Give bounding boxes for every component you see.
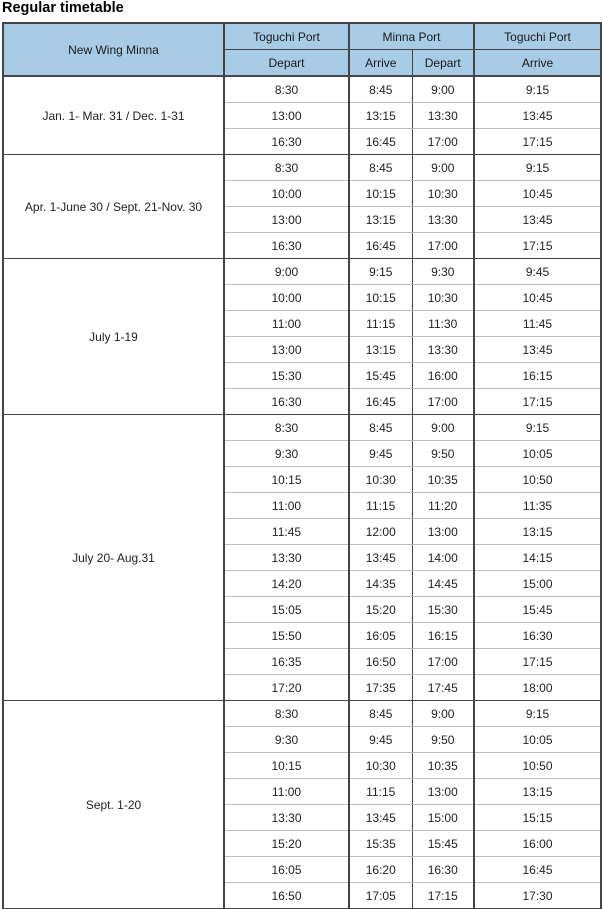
toguchi-arrive-cell: 13:45 bbox=[474, 337, 601, 363]
toguchi-depart-cell: 10:15 bbox=[224, 467, 349, 493]
minna-depart-cell: 17:45 bbox=[412, 675, 474, 701]
toguchi-depart-cell: 10:00 bbox=[224, 285, 349, 311]
minna-arrive-cell: 11:15 bbox=[349, 311, 412, 337]
toguchi-depart-cell: 8:30 bbox=[224, 701, 349, 727]
minna-arrive-cell: 16:45 bbox=[349, 389, 412, 415]
toguchi-depart-cell: 8:30 bbox=[224, 415, 349, 441]
minna-depart-cell: 10:35 bbox=[412, 467, 474, 493]
minna-depart-cell: 17:15 bbox=[412, 883, 474, 909]
toguchi-port-return-header: Toguchi Port bbox=[474, 23, 601, 50]
toguchi-depart-cell: 15:30 bbox=[224, 363, 349, 389]
toguchi-depart-cell: 14:20 bbox=[224, 571, 349, 597]
minna-arrive-cell: 8:45 bbox=[349, 155, 412, 181]
minna-depart-cell: 16:00 bbox=[412, 363, 474, 389]
minna-depart-cell: 11:30 bbox=[412, 311, 474, 337]
depart-minna-header: Depart bbox=[412, 50, 474, 77]
minna-arrive-cell: 9:45 bbox=[349, 727, 412, 753]
toguchi-depart-cell: 13:30 bbox=[224, 545, 349, 571]
minna-arrive-cell: 13:15 bbox=[349, 337, 412, 363]
minna-depart-cell: 9:00 bbox=[412, 155, 474, 181]
minna-depart-cell: 9:30 bbox=[412, 259, 474, 285]
toguchi-depart-cell: 13:00 bbox=[224, 337, 349, 363]
minna-arrive-cell: 13:15 bbox=[349, 103, 412, 129]
timetable-header bbox=[3, 23, 601, 76]
minna-depart-cell: 15:00 bbox=[412, 805, 474, 831]
depart-header: Depart bbox=[224, 50, 349, 77]
toguchi-depart-cell: 16:30 bbox=[224, 389, 349, 415]
page-title: Regular timetable bbox=[2, 0, 124, 16]
minna-depart-cell: 15:30 bbox=[412, 597, 474, 623]
period-label: Jan. 1- Mar. 31 / Dec. 1-31 bbox=[3, 76, 224, 155]
table-row bbox=[3, 76, 601, 103]
minna-arrive-cell: 17:05 bbox=[349, 883, 412, 909]
minna-arrive-cell: 13:45 bbox=[349, 805, 412, 831]
minna-depart-cell: 10:30 bbox=[412, 181, 474, 207]
toguchi-depart-cell: 16:35 bbox=[224, 649, 349, 675]
toguchi-depart-cell: 16:05 bbox=[224, 857, 349, 883]
minna-depart-cell: 11:20 bbox=[412, 493, 474, 519]
toguchi-arrive-cell: 9:45 bbox=[474, 259, 601, 285]
toguchi-arrive-cell: 16:00 bbox=[474, 831, 601, 857]
toguchi-depart-cell: 9:00 bbox=[224, 259, 349, 285]
minna-arrive-cell: 11:15 bbox=[349, 779, 412, 805]
toguchi-depart-cell: 13:00 bbox=[224, 207, 349, 233]
minna-depart-cell: 13:00 bbox=[412, 519, 474, 545]
toguchi-port-header: Toguchi Port bbox=[224, 23, 349, 50]
table-row bbox=[3, 701, 601, 727]
toguchi-depart-cell: 9:30 bbox=[224, 441, 349, 467]
minna-arrive-cell: 16:45 bbox=[349, 233, 412, 259]
toguchi-arrive-cell: 15:45 bbox=[474, 597, 601, 623]
toguchi-depart-cell: 17:20 bbox=[224, 675, 349, 701]
toguchi-arrive-cell: 13:45 bbox=[474, 103, 601, 129]
minna-depart-cell: 10:35 bbox=[412, 753, 474, 779]
minna-depart-cell: 16:30 bbox=[412, 857, 474, 883]
minna-depart-cell: 13:30 bbox=[412, 337, 474, 363]
toguchi-arrive-cell: 15:00 bbox=[474, 571, 601, 597]
minna-arrive-cell: 16:20 bbox=[349, 857, 412, 883]
minna-arrive-cell: 14:35 bbox=[349, 571, 412, 597]
minna-arrive-cell: 10:15 bbox=[349, 285, 412, 311]
toguchi-arrive-cell: 14:15 bbox=[474, 545, 601, 571]
minna-depart-cell: 14:45 bbox=[412, 571, 474, 597]
minna-arrive-cell: 8:45 bbox=[349, 76, 412, 103]
toguchi-arrive-cell: 17:15 bbox=[474, 649, 601, 675]
minna-depart-cell: 9:00 bbox=[412, 76, 474, 103]
toguchi-arrive-cell: 11:35 bbox=[474, 493, 601, 519]
minna-port-header: Minna Port bbox=[349, 23, 474, 50]
table-row bbox=[3, 259, 601, 285]
minna-depart-cell: 9:00 bbox=[412, 415, 474, 441]
toguchi-depart-cell: 10:00 bbox=[224, 181, 349, 207]
minna-arrive-cell: 8:45 bbox=[349, 415, 412, 441]
toguchi-depart-cell: 9:30 bbox=[224, 727, 349, 753]
minna-arrive-cell: 13:15 bbox=[349, 207, 412, 233]
toguchi-arrive-cell: 10:45 bbox=[474, 285, 601, 311]
toguchi-depart-cell: 11:00 bbox=[224, 779, 349, 805]
minna-depart-cell: 9:00 bbox=[412, 701, 474, 727]
minna-depart-cell: 13:30 bbox=[412, 207, 474, 233]
minna-arrive-cell: 17:35 bbox=[349, 675, 412, 701]
minna-depart-cell: 9:50 bbox=[412, 441, 474, 467]
minna-arrive-cell: 10:15 bbox=[349, 181, 412, 207]
minna-arrive-cell: 9:15 bbox=[349, 259, 412, 285]
toguchi-arrive-cell: 16:45 bbox=[474, 857, 601, 883]
toguchi-arrive-cell: 13:15 bbox=[474, 779, 601, 805]
minna-depart-cell: 17:00 bbox=[412, 389, 474, 415]
minna-depart-cell: 14:00 bbox=[412, 545, 474, 571]
toguchi-arrive-cell: 13:45 bbox=[474, 207, 601, 233]
toguchi-depart-cell: 8:30 bbox=[224, 155, 349, 181]
toguchi-arrive-cell: 10:50 bbox=[474, 753, 601, 779]
toguchi-depart-cell: 13:30 bbox=[224, 805, 349, 831]
minna-arrive-cell: 12:00 bbox=[349, 519, 412, 545]
toguchi-arrive-cell: 9:15 bbox=[474, 155, 601, 181]
toguchi-arrive-cell: 16:15 bbox=[474, 363, 601, 389]
minna-depart-cell: 17:00 bbox=[412, 129, 474, 155]
toguchi-depart-cell: 16:30 bbox=[224, 233, 349, 259]
minna-arrive-cell: 13:45 bbox=[349, 545, 412, 571]
timetable bbox=[2, 22, 602, 909]
minna-arrive-cell: 15:20 bbox=[349, 597, 412, 623]
toguchi-depart-cell: 11:00 bbox=[224, 311, 349, 337]
minna-depart-cell: 9:50 bbox=[412, 727, 474, 753]
toguchi-arrive-cell: 10:45 bbox=[474, 181, 601, 207]
minna-arrive-cell: 9:45 bbox=[349, 441, 412, 467]
minna-depart-cell: 10:30 bbox=[412, 285, 474, 311]
minna-arrive-cell: 16:50 bbox=[349, 649, 412, 675]
period-label: Sept. 1-20 bbox=[3, 701, 224, 909]
timetable-body bbox=[3, 76, 601, 909]
arrive-minna-header: Arrive bbox=[349, 50, 412, 77]
toguchi-depart-cell: 16:30 bbox=[224, 129, 349, 155]
toguchi-depart-cell: 10:15 bbox=[224, 753, 349, 779]
toguchi-depart-cell: 13:00 bbox=[224, 103, 349, 129]
toguchi-arrive-cell: 16:30 bbox=[474, 623, 601, 649]
toguchi-arrive-cell: 17:15 bbox=[474, 389, 601, 415]
route-name-header: New Wing Minna bbox=[3, 23, 224, 76]
period-label: July 20- Aug.31 bbox=[3, 415, 224, 701]
minna-depart-cell: 15:45 bbox=[412, 831, 474, 857]
toguchi-depart-cell: 16:50 bbox=[224, 883, 349, 909]
toguchi-arrive-cell: 9:15 bbox=[474, 701, 601, 727]
table-row bbox=[3, 155, 601, 181]
minna-depart-cell: 17:00 bbox=[412, 649, 474, 675]
minna-depart-cell: 17:00 bbox=[412, 233, 474, 259]
toguchi-arrive-cell: 17:15 bbox=[474, 233, 601, 259]
toguchi-depart-cell: 15:50 bbox=[224, 623, 349, 649]
minna-depart-cell: 13:30 bbox=[412, 103, 474, 129]
toguchi-arrive-cell: 9:15 bbox=[474, 415, 601, 441]
minna-depart-cell: 16:15 bbox=[412, 623, 474, 649]
minna-arrive-cell: 15:45 bbox=[349, 363, 412, 389]
toguchi-depart-cell: 11:45 bbox=[224, 519, 349, 545]
minna-arrive-cell: 15:35 bbox=[349, 831, 412, 857]
toguchi-arrive-cell: 15:15 bbox=[474, 805, 601, 831]
period-label: July 1-19 bbox=[3, 259, 224, 415]
toguchi-arrive-cell: 10:50 bbox=[474, 467, 601, 493]
arrive-toguchi-header: Arrive bbox=[474, 50, 601, 77]
toguchi-arrive-cell: 10:05 bbox=[474, 727, 601, 753]
toguchi-depart-cell: 15:05 bbox=[224, 597, 349, 623]
toguchi-depart-cell: 8:30 bbox=[224, 76, 349, 103]
toguchi-arrive-cell: 18:00 bbox=[474, 675, 601, 701]
minna-arrive-cell: 10:30 bbox=[349, 753, 412, 779]
minna-arrive-cell: 8:45 bbox=[349, 701, 412, 727]
toguchi-arrive-cell: 17:15 bbox=[474, 129, 601, 155]
minna-arrive-cell: 10:30 bbox=[349, 467, 412, 493]
toguchi-arrive-cell: 9:15 bbox=[474, 76, 601, 103]
toguchi-depart-cell: 11:00 bbox=[224, 493, 349, 519]
table-row bbox=[3, 415, 601, 441]
minna-arrive-cell: 16:45 bbox=[349, 129, 412, 155]
minna-depart-cell: 13:00 bbox=[412, 779, 474, 805]
toguchi-arrive-cell: 13:15 bbox=[474, 519, 601, 545]
minna-arrive-cell: 16:05 bbox=[349, 623, 412, 649]
toguchi-arrive-cell: 17:30 bbox=[474, 883, 601, 909]
toguchi-arrive-cell: 10:05 bbox=[474, 441, 601, 467]
toguchi-arrive-cell: 11:45 bbox=[474, 311, 601, 337]
period-label: Apr. 1-June 30 / Sept. 21-Nov. 30 bbox=[3, 155, 224, 259]
toguchi-depart-cell: 15:20 bbox=[224, 831, 349, 857]
minna-arrive-cell: 11:15 bbox=[349, 493, 412, 519]
